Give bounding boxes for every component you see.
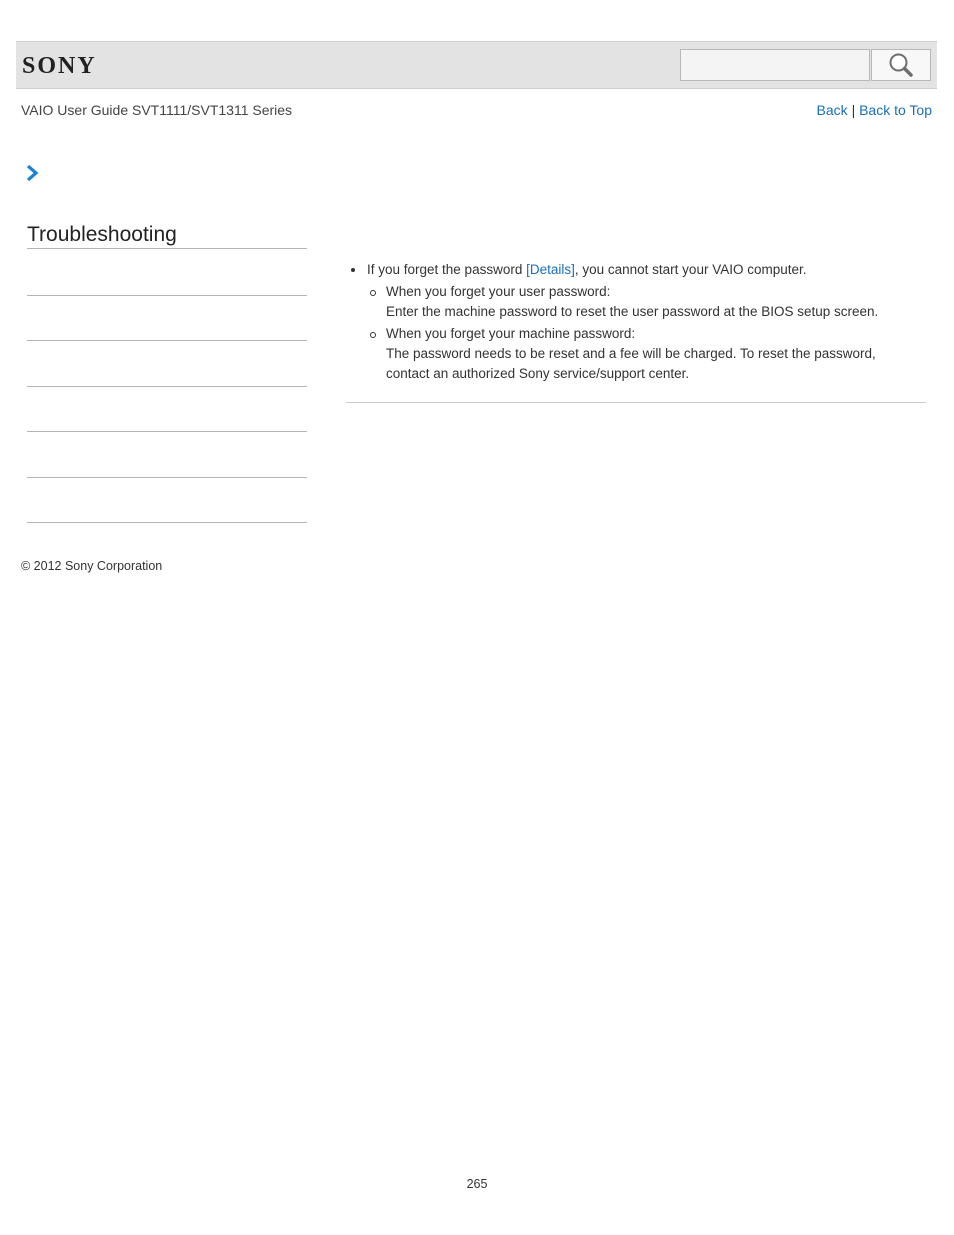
top-nav-links [817,102,932,118]
sony-logo: SONY [22,53,97,79]
page-number: 265 [466,1177,488,1191]
sidebar-item[interactable] [27,477,307,478]
sidebar-item[interactable] [27,431,307,432]
sub-list-item [367,324,923,384]
breadcrumb[interactable] [26,165,40,184]
back-link[interactable]: Back [816,102,848,118]
search-icon [888,52,914,78]
nav-separator: | [851,102,856,118]
sidebar-item[interactable] [27,295,307,296]
sub-item-body: Enter the machine password to reset the user password at the BIOS setup screen. [386,304,879,319]
sidebar-item[interactable] [27,340,307,341]
sub-item-heading: When you forget your user password: [386,284,611,299]
sidebar-item[interactable] [27,386,307,387]
main-content [348,260,923,386]
item-text: , you cannot start your VAIO computer. [574,262,807,277]
search-input[interactable] [680,49,870,81]
guide-title: VAIO User Guide SVT1111/SVT1311 Series [21,102,293,118]
list-item [348,260,923,384]
copyright: © 2012 Sony Corporation [21,559,163,573]
sidebar-item[interactable] [27,522,307,523]
section-title: Troubleshooting [27,222,307,249]
chevron-right-icon [26,165,40,181]
sub-list-item [367,282,923,322]
back-to-top-link[interactable]: Back to Top [859,102,932,118]
sub-item-heading: When you forget your machine password: [386,326,636,341]
sub-item-body: The password needs to be reset and a fee will be charged. To reset the password, contact an authorized Sony service/support center. [386,346,876,381]
header-bar [16,41,937,89]
search-button[interactable] [871,49,931,81]
details-link[interactable]: [Details] [526,262,575,277]
content-divider [346,402,926,403]
item-text: If you forget the password [367,262,527,277]
